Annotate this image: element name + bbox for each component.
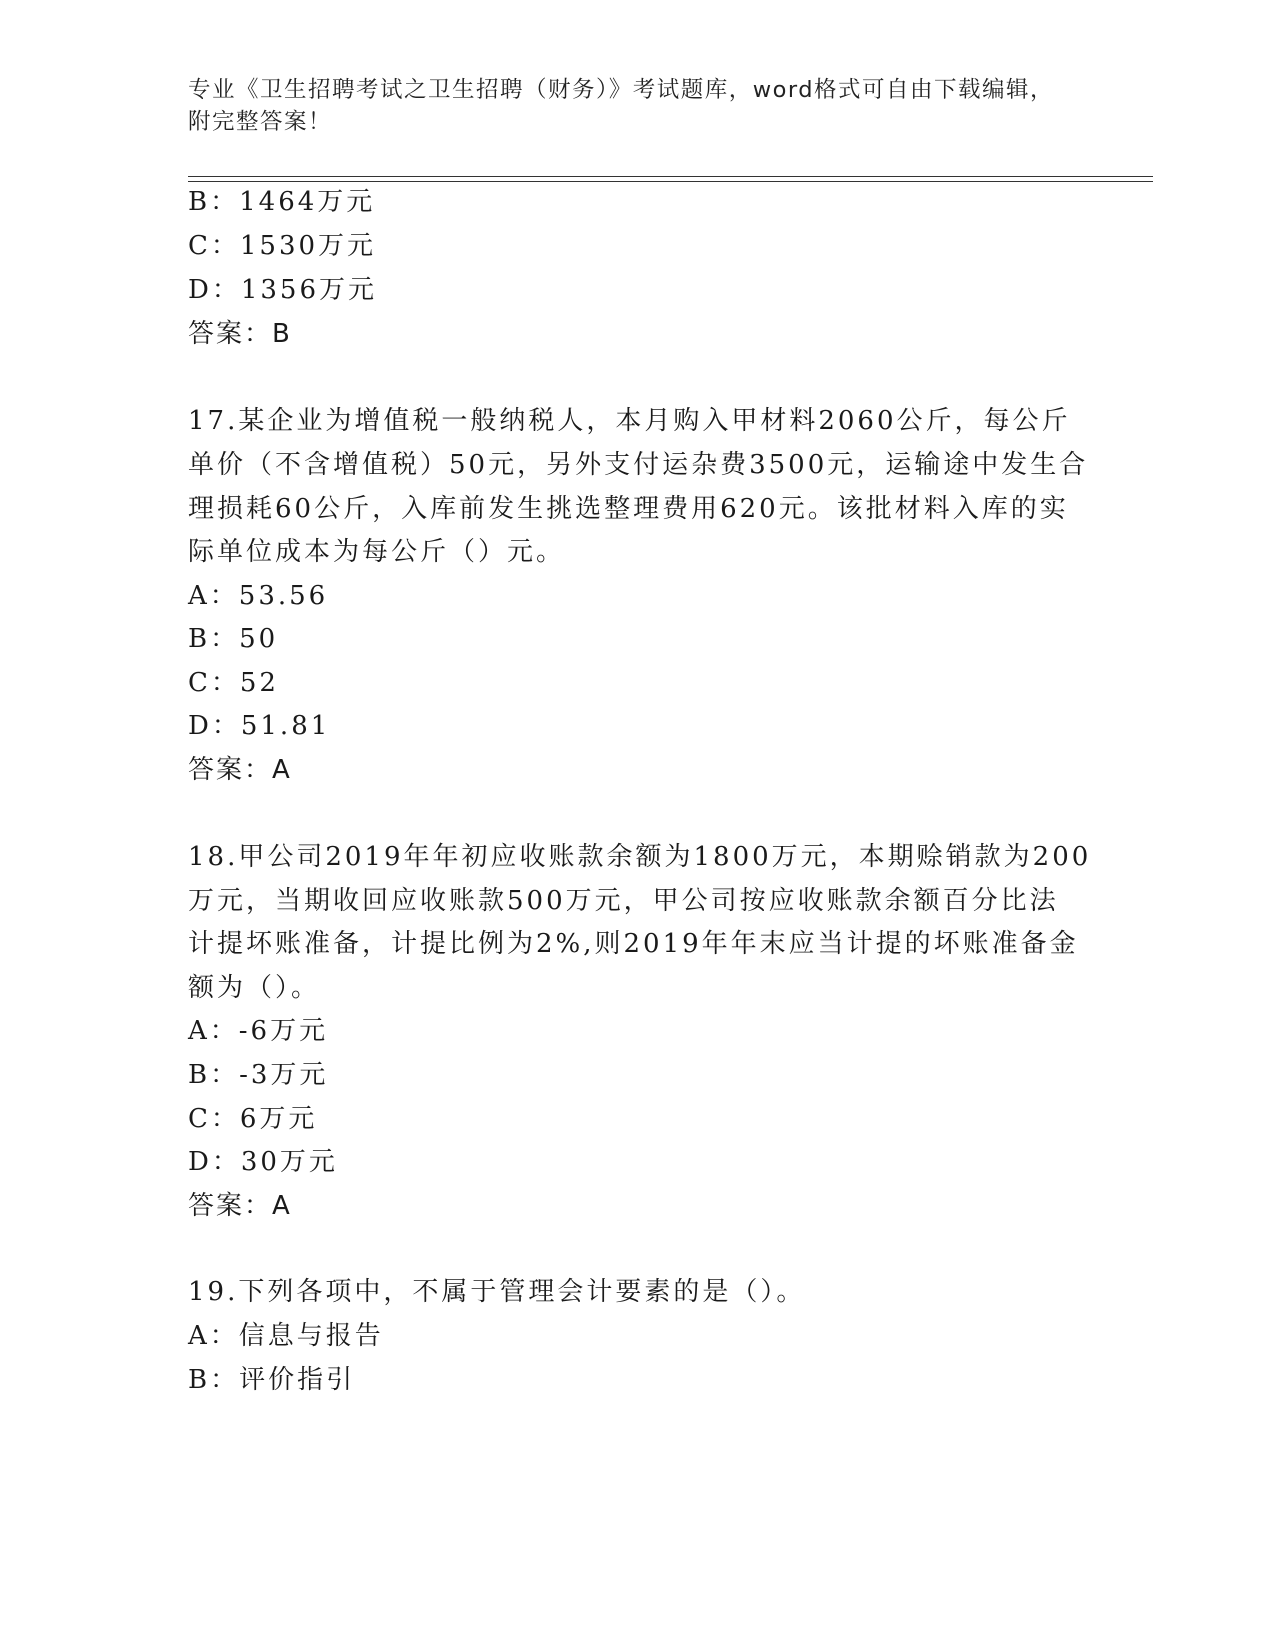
q18-answer: 答案：A [188,1191,292,1221]
q17-option-b: B：50 [188,624,279,654]
q18-stem-line-4: 额为（）。 [188,973,321,1003]
q17-option-d: D：51.81 [188,711,331,741]
q18-option-a: A：-6万元 [188,1016,329,1046]
q18-option-c: C：6万元 [188,1104,318,1134]
q19-option-a: A：信息与报告 [188,1321,384,1351]
header-divider-top [188,176,1153,177]
q19-option-b: B：评价指引 [188,1365,356,1395]
q17-stem-line-4: 际单位成本为每公斤（）元。 [188,537,566,567]
header-divider-bottom [188,181,1153,182]
q16-option-c: C：1530万元 [188,231,377,261]
q18-stem-line-1: 18.甲公司2019年年初应收账款余额为1800万元，本期赊销款为200 [188,842,1092,872]
q16-answer: 答案：B [188,319,292,349]
q17-stem-line-2: 单价（不含增值税）50元，另外支付运杂费3500元，运输途中发生合 [188,450,1089,480]
q17-stem-line-1: 17.某企业为增值税一般纳税人，本月购入甲材料2060公斤，每公斤 [188,406,1071,436]
q17-option-a: A：53.56 [188,581,329,611]
q18-option-d: D：30万元 [188,1147,338,1177]
q16-option-b: B：1464万元 [188,187,376,217]
q17-answer: 答案：A [188,755,292,785]
q17-option-c: C：52 [188,668,279,698]
document-header: 专业《卫生招聘考试之卫生招聘（财务）》考试题库，word格式可自由下载编辑，附完整答案！ [188,77,1055,135]
q18-stem-line-3: 计提坏账准备，计提比例为2%,则2019年年末应当计提的坏账准备金 [188,929,1079,959]
q18-stem-line-2: 万元，当期收回应收账款500万元，甲公司按应收账款余额百分比法 [188,886,1059,916]
q18-option-b: B：-3万元 [188,1060,329,1090]
q19-stem-line-1: 19.下列各项中，不属于管理会计要素的是（）。 [188,1277,806,1307]
q16-option-d: D：1356万元 [188,275,378,305]
q17-stem-line-3: 理损耗60公斤，入库前发生挑选整理费用620元。该批材料入库的实 [188,494,1069,524]
